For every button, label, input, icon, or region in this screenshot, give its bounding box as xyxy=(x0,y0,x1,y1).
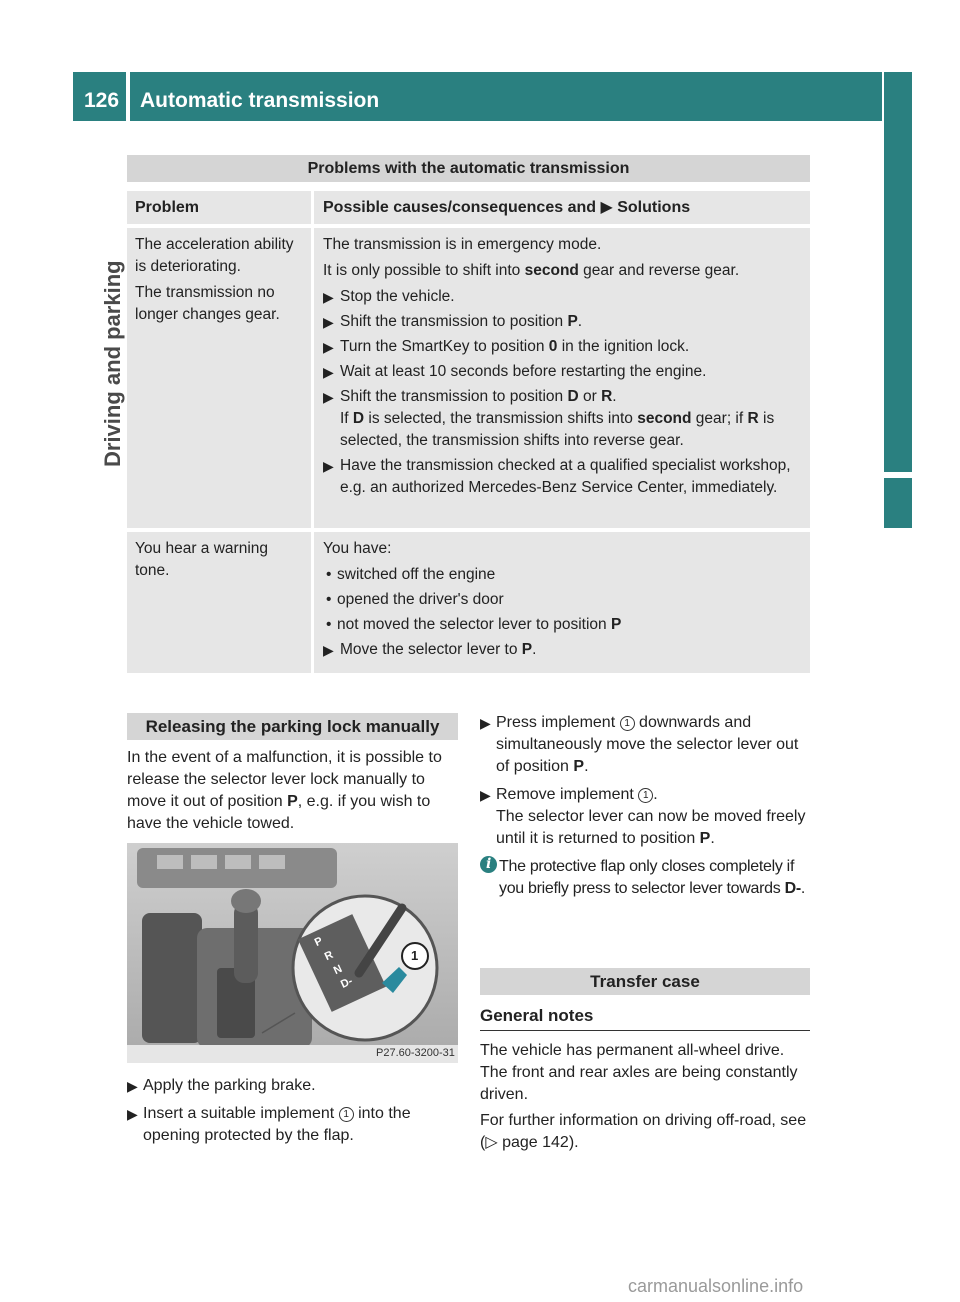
callout-1-icon: 1 xyxy=(339,1107,354,1122)
header-bar xyxy=(130,72,882,121)
solution-cell xyxy=(314,228,810,528)
selector-lever-figure xyxy=(127,843,458,1063)
section-marker xyxy=(884,478,912,528)
procedure-step: ▶ Remove implement 1 . The selector lever can now be moved freely until it is returned to position P. xyxy=(480,786,806,847)
cause-text: It is only possible to shift into second gear and reverse gear. xyxy=(323,262,740,279)
gear-letter: N xyxy=(331,962,345,978)
divider xyxy=(480,1030,810,1031)
selector-lever-illustration xyxy=(127,843,458,1063)
solution-cell xyxy=(314,532,810,673)
table-title: Problems with the automatic transmission xyxy=(127,155,810,182)
transfer-case-text xyxy=(480,1040,813,1156)
play-triangle-icon: ▶ xyxy=(480,787,491,803)
page-ref-arrow-icon: ▷ xyxy=(485,1134,498,1151)
solution-step: ▶ Wait at least 10 seconds before restarting the engine. xyxy=(323,361,804,383)
section-heading: Transfer case xyxy=(480,968,810,995)
page-number: 126 xyxy=(84,89,120,112)
solution-step: ▶ Turn the SmartKey to position 0 in the ignition lock. xyxy=(323,336,804,358)
list-item: • opened the driver's door xyxy=(325,589,804,611)
paragraph: For further information on driving off-road, see (▷ page 142). xyxy=(480,1112,807,1151)
gear-letter: D- xyxy=(339,975,355,991)
cause-text: You have: xyxy=(323,540,392,557)
list-item: • switched off the engine xyxy=(325,564,804,586)
callout-number: 1 xyxy=(411,948,419,963)
problem-text: You hear a warning tone. xyxy=(135,540,268,579)
intro-paragraph: In the event of a malfunction, it is possible to release the selector lever lock manually to move it out of position P, e.g. if you wish to have the vehicle towed. xyxy=(127,749,442,832)
info-icon: i xyxy=(480,856,497,873)
cause-text: The transmission is in emergency mode. xyxy=(323,236,602,253)
section-heading: Releasing the parking lock manually xyxy=(127,713,458,740)
problem-text: The transmission no longer changes gear. xyxy=(135,284,280,323)
play-triangle-icon: ▶ xyxy=(323,458,334,474)
section-tab xyxy=(884,72,912,472)
play-triangle-icon: ▶ xyxy=(323,289,334,305)
callout-1-icon: 1 xyxy=(638,788,653,803)
section-label: Driving and parking xyxy=(100,260,125,467)
solution-step: ▶ Shift the transmission to position P. xyxy=(323,311,804,333)
bullet-dot-icon: • xyxy=(326,566,332,583)
procedure-list xyxy=(127,1075,462,1153)
procedure-step: ▶ Apply the parking brake. xyxy=(127,1075,462,1097)
figure-code: P27.60-3200-31 xyxy=(376,1047,455,1059)
gear-letter: P xyxy=(312,935,325,949)
play-triangle-icon: ▶ xyxy=(127,1078,138,1094)
play-triangle-icon: ▶ xyxy=(323,364,334,380)
column-header-problem: Problem xyxy=(127,191,311,224)
problem-cell xyxy=(127,228,311,528)
problem-cell xyxy=(127,532,311,673)
play-triangle-icon: ▶ xyxy=(600,199,613,216)
list-item: • not moved the selector lever to position P xyxy=(325,614,804,636)
play-triangle-icon: ▶ xyxy=(323,389,334,405)
play-triangle-icon: ▶ xyxy=(127,1106,138,1122)
procedure-list-continued xyxy=(480,712,813,906)
bullet-dot-icon: • xyxy=(326,616,332,633)
procedure-step: ▶ Press implement 1 downwards and simultaneously move the selector lever out of position P. xyxy=(480,714,799,775)
gear-letter: R xyxy=(322,948,336,964)
subheading: General notes xyxy=(480,1006,594,1025)
column-header-solutions xyxy=(314,191,810,224)
play-triangle-icon: ▶ xyxy=(323,339,334,355)
watermark: carmanualsonline.info xyxy=(628,1276,804,1296)
play-triangle-icon: ▶ xyxy=(323,642,334,658)
bullet-dot-icon: • xyxy=(326,591,332,608)
solution-step: ▶ Shift the transmission to position D or R. If D is selected, the transmission shifts into second gear; if R is selected, the transmission shifts into reverse gear. xyxy=(323,388,775,449)
play-triangle-icon: ▶ xyxy=(480,715,491,731)
column-header-solutions-prefix: Possible causes/consequences and xyxy=(323,199,597,216)
solution-step: ▶ Have the transmission checked at a qualified specialist workshop, e.g. an authorized Mercedes-Benz Service Center, immediately. xyxy=(323,457,791,496)
procedure-step: ▶ Insert a suitable implement 1 into the opening protected by the flap. xyxy=(127,1105,411,1144)
solution-step: ▶ Stop the vehicle. xyxy=(323,286,804,308)
problem-text: The acceleration ability is deteriorating. xyxy=(135,236,294,275)
paragraph: The vehicle has permanent all-wheel drive. The front and rear axles are being constantly driven. xyxy=(480,1042,798,1103)
page-number-box xyxy=(73,72,126,121)
solution-step: ▶ Move the selector lever to P. xyxy=(323,639,804,661)
callout-1-icon: 1 xyxy=(620,716,635,731)
info-note: i The protective flap only closes completely if you briefly press to selector lever towards D-. xyxy=(480,856,813,900)
page-title: Automatic transmission xyxy=(140,89,380,112)
play-triangle-icon: ▶ xyxy=(323,314,334,330)
column-header-solutions-suffix: Solutions xyxy=(617,199,691,216)
